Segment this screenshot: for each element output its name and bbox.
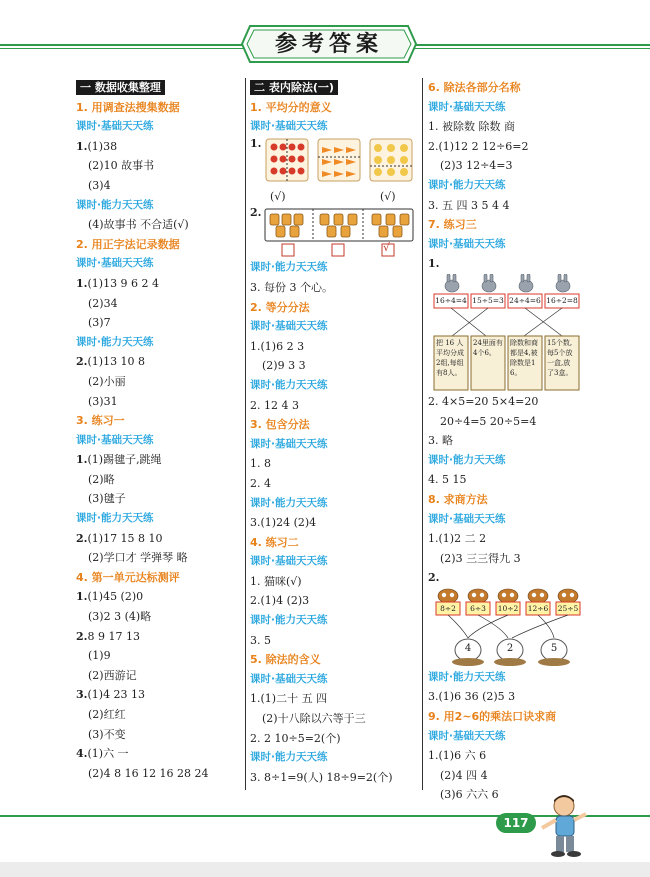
egg-number: 4	[464, 642, 472, 654]
subsection-label: 课时·基础天天练	[428, 237, 506, 250]
subsection-label: 课时·基础天天练	[76, 120, 154, 133]
answer-line: (2)学口才 学弹琴 略	[88, 551, 188, 565]
answer-line	[76, 627, 242, 647]
subsection-label: 课时·能力天天练	[428, 670, 506, 683]
answer-line: (2)4 8 16 12 16 28 24	[88, 766, 209, 780]
answer-line: (3)31	[88, 394, 118, 408]
subsection-label: 课时·基础天天练	[250, 320, 328, 333]
answer-column-1	[76, 78, 242, 783]
owl-egg-figure	[428, 588, 603, 668]
fruit-grid-figure	[250, 137, 418, 187]
subsection-label: 课时·能力天天练	[250, 496, 328, 509]
column-separator	[422, 78, 423, 790]
answer-line: 2.(1)12 2 12÷6=2	[428, 139, 529, 153]
division-tag: 6÷3	[470, 603, 486, 613]
section-heading: 6. 除法各部分名称	[428, 81, 521, 94]
rabbit-matching-figure	[428, 274, 603, 392]
equation-tag: 15÷5=3	[472, 295, 504, 305]
answer-line: 1. 被除数 除数 商	[428, 120, 515, 134]
answer-line: 4. 5 15	[428, 473, 467, 487]
answer-line: 1.(1)2 二 2	[428, 532, 487, 546]
question-number: 2.	[428, 571, 440, 585]
answer-text: (1)13 9 6 2 4	[87, 276, 160, 290]
equation-tag: 16÷4=4	[435, 295, 467, 305]
question-number: 3.	[76, 688, 88, 702]
egg-number: 5	[550, 642, 558, 654]
answer-line: (2)4 四 4	[440, 768, 488, 782]
equation-tag: 16÷2=8	[546, 295, 578, 305]
subsection-label: 课时·基础天天练	[428, 729, 506, 742]
answer-line: 3.(1)24 (2)4	[250, 516, 317, 530]
subsection-label: 课时·能力天天练	[76, 198, 154, 211]
subsection-label: 课时·能力天天练	[250, 261, 328, 274]
question-number: 2.	[76, 355, 88, 369]
answer-line: (3)4	[88, 178, 111, 192]
question-number: 1.	[428, 257, 440, 271]
answer-column-2	[250, 78, 418, 787]
page-number: 117	[496, 813, 536, 833]
boy-mascot-illustration	[534, 792, 604, 862]
subsection-label: 课时·基础天天练	[250, 120, 328, 133]
answer-line: (3)不变	[88, 727, 126, 741]
answer-line: (2)红红	[88, 708, 126, 721]
section-heading: 4. 第一单元达标测评	[76, 570, 180, 584]
section-heading: 1. 平均分的意义	[250, 100, 332, 114]
answer-text: (1)17 15 8 10	[87, 531, 163, 545]
question-number: 4.	[76, 747, 88, 761]
answer-line: 20÷4=5 20÷5=4	[440, 414, 537, 428]
answer-line: 3.(1)6 36 (2)5 3	[428, 690, 516, 704]
answer-line: 1. 8	[250, 457, 271, 471]
subsection-label: 课时·基础天天练	[250, 555, 328, 568]
answer-line: 2. 4×5=20 5×4=20	[428, 394, 539, 408]
answer-line: (3)毽子	[88, 492, 126, 506]
answer-line: 1. 猫咪(√)	[250, 574, 302, 588]
answer-line: (2)十八除以六等于三	[262, 712, 366, 726]
subsection-label: 课时·基础天天练	[76, 257, 154, 270]
answer-line: (4)故事书 不合适(√)	[88, 218, 189, 232]
answer-line	[76, 529, 242, 549]
division-tag: 12÷6	[527, 603, 549, 613]
column-separator	[245, 78, 246, 790]
subsection-label: 课时·能力天天练	[76, 512, 154, 525]
question-number: 1.	[76, 276, 88, 290]
subsection-label: 课时·基础天天练	[250, 437, 328, 450]
section-heading: 3. 包含分法	[250, 418, 310, 432]
answer-text: (1)踢毽子,跳绳	[87, 453, 162, 467]
answer-text: (1)38	[87, 139, 118, 153]
answer-text: (1)4 23 13	[87, 688, 146, 702]
statement-card: 15个数,每5个放一盒,放了3盒。	[547, 338, 573, 377]
question-number: 2.	[76, 629, 88, 643]
division-tag: 10÷2	[497, 603, 519, 613]
answer-line	[76, 137, 242, 157]
subsection-label: 课时·能力天天练	[250, 378, 328, 391]
answer-line: (3)6 六六 6	[440, 788, 499, 802]
answer-line: (2)3 三三得九 3	[440, 551, 521, 565]
subsection-label: 课时·能力天天练	[76, 335, 154, 348]
answer-line: (2)3 12÷4=3	[440, 159, 513, 173]
answer-line	[76, 352, 242, 372]
answer-line: 1.(1)6 六 6	[428, 749, 487, 763]
answer-line	[76, 685, 242, 705]
chapter-heading-row	[76, 78, 242, 98]
chapter-heading: 二 表内除法(一)	[250, 80, 338, 95]
section-heading: 8. 求商方法	[428, 492, 488, 506]
question-number: 1.	[76, 453, 88, 467]
answer-line: 3. 8÷1=9(人) 18÷9=2(个)	[250, 770, 393, 784]
check-answers	[250, 187, 418, 207]
answer-line: 3. 每份 3 个心。	[250, 280, 333, 294]
answer-line	[76, 274, 242, 294]
jar-groups-illustration	[264, 208, 414, 258]
answer-line: 3. 5	[250, 633, 271, 647]
section-heading: 7. 练习三	[428, 218, 477, 232]
fruit-grid-illustrations	[264, 137, 414, 185]
answer-line: 2.(1)4 (2)3	[250, 594, 310, 608]
subsection-label: 课时·基础天天练	[76, 433, 154, 446]
subsection-label: 课时·能力天天练	[250, 614, 328, 627]
check-mark: √	[383, 241, 391, 255]
title-banner	[240, 22, 418, 66]
subsection-label: 课时·基础天天练	[428, 100, 506, 113]
answer-line: 2. 12 4 3	[250, 398, 299, 412]
section-heading: 1. 用调查法搜集数据	[76, 100, 180, 114]
statement-card: 除数和商都是4,被除数是16。	[510, 338, 538, 377]
question-number: 2.	[76, 531, 88, 545]
division-tag: 25÷5	[557, 603, 579, 613]
answer-column-3	[428, 78, 603, 805]
answer-line: 3. 略	[428, 434, 453, 448]
subsection-label: 课时·能力天天练	[250, 751, 328, 764]
answer-line: (2)小丽	[88, 374, 126, 388]
answer-line: 1.(1)6 2 3	[250, 339, 305, 353]
subsection-label: 课时·基础天天练	[428, 512, 506, 525]
subsection-label: 课时·能力天天练	[428, 453, 506, 466]
subsection-label: 课时·基础天天练	[250, 672, 328, 685]
answer-text: (1)13 10 8	[87, 355, 146, 369]
answer-line: (2)34	[88, 296, 118, 310]
division-tag: 8÷2	[440, 603, 456, 613]
answer-line: (3)2 3 (4)略	[88, 610, 152, 624]
bottom-margin-band	[0, 862, 650, 877]
egg-number: 2	[506, 642, 514, 654]
section-heading: 2. 用正字法记录数据	[76, 237, 180, 251]
answer-line: (2)西游记	[88, 668, 137, 682]
answer-line: (2)9 3 3	[262, 359, 306, 373]
chapter-heading: 一 数据收集整理	[76, 80, 165, 95]
answer-line: (3)7	[88, 316, 111, 330]
jar-groups-figure	[250, 206, 418, 258]
answer-line: (1)9	[88, 649, 111, 663]
question-number: 2.	[250, 206, 262, 220]
answer-text: (1)45 (2)0	[87, 590, 144, 604]
question-number: 1.	[250, 136, 262, 150]
answer-line: 1.(1)二十 五 四	[250, 692, 328, 706]
owl-egg-drawing	[432, 588, 592, 668]
answer-line: 3. 五 四 3 5 4 4	[428, 198, 510, 212]
answer-line: 2. 2 10÷5=2(个)	[250, 731, 341, 745]
equation-tag: 24÷4=6	[509, 295, 541, 305]
section-heading: 9. 用2~6的乘法口诀求商	[428, 710, 557, 724]
answer-line: (2)10 故事书	[88, 159, 155, 173]
subsection-label: 课时·能力天天练	[428, 178, 506, 191]
answer-line: (2)略	[88, 472, 115, 486]
section-heading: 3. 练习一	[76, 414, 125, 428]
answer-line	[76, 744, 242, 764]
section-heading: 4. 练习二	[250, 535, 299, 549]
answer-line: 2. 4	[250, 476, 271, 490]
statement-card: 24里面有4个6。	[473, 338, 503, 357]
page-title: 参考答案	[274, 31, 383, 57]
answer-text: (1)六 一	[87, 747, 129, 761]
section-heading: 2. 等分分法	[250, 300, 310, 314]
answer-text: 8 9 17 13	[87, 629, 140, 643]
section-heading: 5. 除法的含义	[250, 653, 321, 667]
statement-card: 把 16 人平均分成2组,每组有8人。	[436, 338, 464, 377]
check-mark-answer: (√)	[270, 189, 286, 203]
question-number: 1.	[76, 139, 88, 153]
check-mark-answer: (√)	[380, 189, 396, 203]
answer-line	[76, 450, 242, 470]
answer-line	[76, 587, 242, 607]
question-number: 1.	[76, 590, 88, 604]
